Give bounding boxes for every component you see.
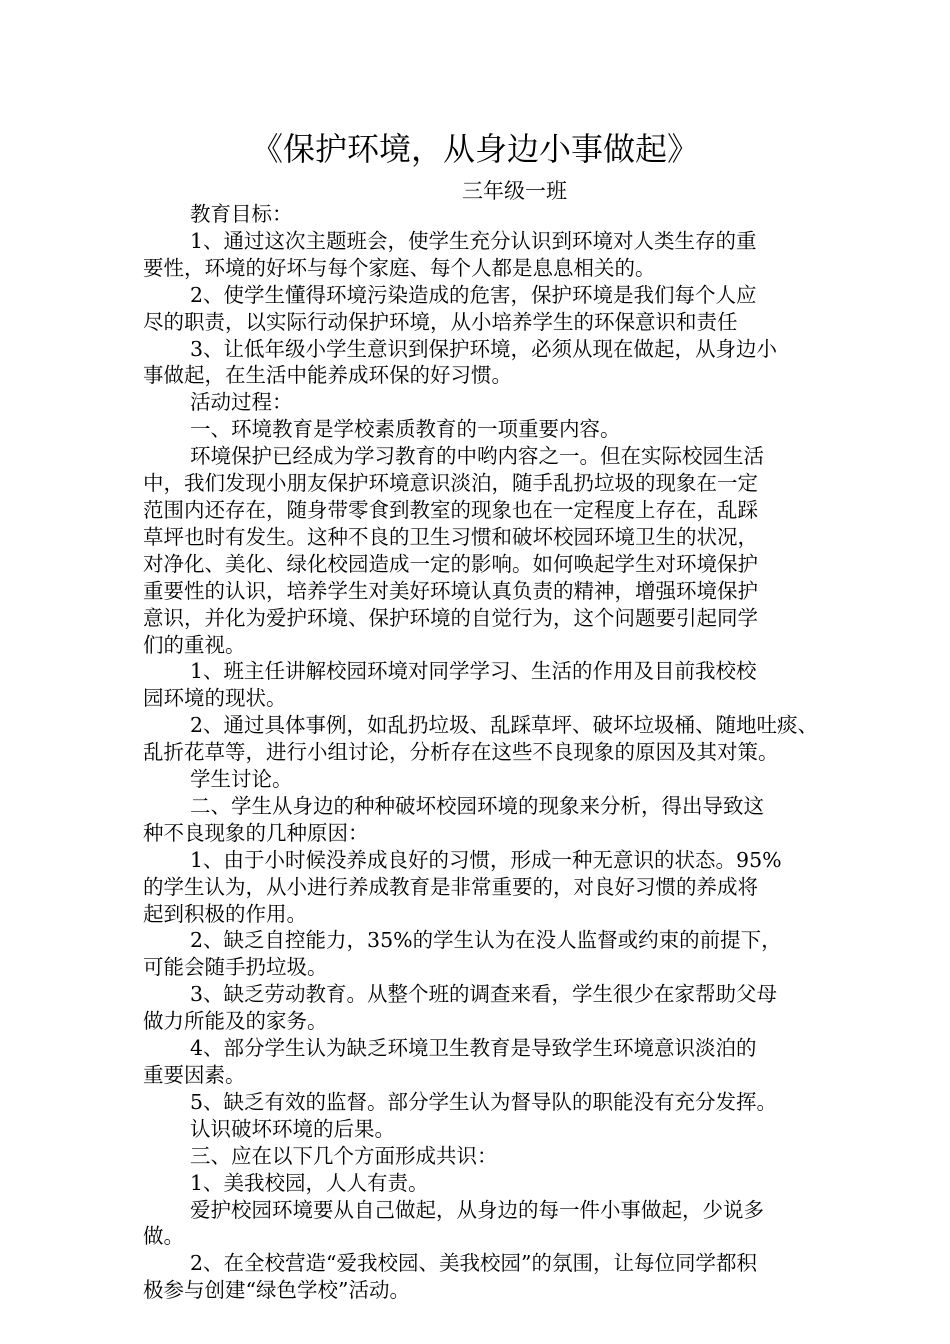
paragraph-line: 做。 — [143, 1224, 184, 1249]
paragraph-line: 起到积极的作用。 — [143, 901, 307, 926]
paragraph — [143, 282, 818, 336]
paragraph-line: 范围内还存在，随身带零食到教室的现象也在一定程度上存在，乱踩 — [143, 497, 758, 522]
paragraph-line: 5、缺乏有效的监督。部分学生认为督导队的职能没有充分发挥。 — [190, 1089, 778, 1114]
paragraph-line: 做力所能及的家务。 — [143, 1009, 328, 1034]
paragraph — [143, 658, 818, 712]
paragraph-line: 1、通过这次主题班会，使学生充分认识到环境对人类生存的重 — [190, 228, 757, 253]
paragraph — [143, 927, 818, 981]
paragraph-line: 极参与创建“绿色学校”活动。 — [143, 1278, 410, 1303]
paragraph — [143, 1143, 818, 1170]
paragraph-line: 活动过程： — [190, 390, 293, 415]
paragraph — [143, 1197, 818, 1251]
paragraph — [143, 1035, 818, 1089]
paragraph-line: 学生讨论。 — [190, 767, 293, 792]
paragraph — [143, 416, 818, 443]
paragraph-line: 爱护校园环境要从自己做起，从身边的每一件小事做起，少说多 — [190, 1197, 764, 1222]
paragraph-line: 事做起，在生活中能养成环保的好习惯。 — [143, 363, 512, 388]
paragraph-line: 尽的职责，以实际行动保护环境，从小培养学生的环保意识和责任 — [143, 309, 738, 334]
paragraph-line: 教育目标： — [190, 202, 293, 226]
paragraph-line: 乱折花草等，进行小组讨论，分析存在这些不良现象的原因及其对策。 — [143, 740, 779, 765]
paragraph-line: 们的重视。 — [143, 632, 246, 657]
paragraph — [143, 1116, 818, 1143]
document-title: 《保护环境，从身边小事做起》 — [250, 130, 699, 168]
paragraph — [143, 1089, 818, 1116]
paragraph-line: 三、应在以下几个方面形成共识： — [190, 1143, 498, 1168]
paragraph-line: 二、学生从身边的种种破坏校园环境的现象来分析，得出导致这 — [190, 793, 764, 818]
paragraph-line: 2、通过具体事例，如乱扔垃圾、乱踩草坪、破坏垃圾桶、随地吐痰、 — [190, 713, 819, 738]
paragraph-line: 草坪也时有发生。这种不良的卫生习惯和破坏校园环境卫生的状况， — [143, 524, 758, 549]
paragraph-line: 对净化、美化、绿化校园造成一定的影响。如何唤起学生对环境保护 — [143, 551, 758, 576]
paragraph-line: 3、让低年级小学生意识到保护环境，必须从现在做起，从身边小 — [190, 336, 778, 361]
class-name: 三年级一班 — [462, 179, 567, 203]
paragraph-line: 要性，环境的好坏与每个家庭、每个人都是息息相关的。 — [143, 255, 656, 280]
paragraph — [143, 981, 818, 1035]
paragraph — [143, 201, 818, 228]
paragraph-line: 环境保护已经成为学习教育的中哟内容之一。但在实际校园生活 — [190, 444, 764, 469]
paragraph-line: 2、缺乏自控能力，35%的学生认为在没人监督或约束的前提下， — [190, 928, 782, 953]
paragraph-line: 重要性的认识，培养学生对美好环境认真负责的精神，增强环境保护 — [143, 578, 758, 603]
document-body — [143, 201, 818, 1304]
paragraph-line: 的学生认为，从小进行养成教育是非常重要的，对良好习惯的养成将 — [143, 874, 758, 899]
paragraph-line: 园环境的现状。 — [143, 686, 287, 711]
paragraph-line: 1、班主任讲解校园环境对同学学习、生活的作用及目前我校校 — [190, 659, 757, 684]
paragraph-line: 重要因素。 — [143, 1063, 246, 1087]
paragraph-line: 一、环境教育是学校素质教育的一项重要内容。 — [190, 417, 621, 442]
paragraph-line: 2、使学生懂得环境污染造成的危害，保护环境是我们每个人应 — [190, 282, 757, 307]
paragraph — [143, 389, 818, 416]
paragraph-line: 认识破坏环境的后果。 — [190, 1116, 395, 1141]
paragraph-line: 种不良现象的几种原因： — [143, 820, 369, 845]
paragraph — [143, 1170, 818, 1197]
paragraph — [143, 793, 818, 847]
paragraph — [143, 1250, 818, 1304]
paragraph — [143, 336, 818, 390]
paragraph-line: 2、在全校营造“爱我校园、美我校园”的氛围，让每位同学都积 — [190, 1251, 758, 1276]
paragraph — [143, 443, 818, 658]
paragraph — [143, 228, 818, 282]
paragraph-line: 可能会随手扔垃圾。 — [143, 955, 328, 980]
paragraph — [143, 712, 818, 766]
paragraph-line: 4、部分学生认为缺乏环境卫生教育是导致学生环境意识淡泊的 — [190, 1036, 757, 1061]
paragraph-line: 1、由于小时候没养成良好的习惯，形成一种无意识的状态。95% — [190, 847, 782, 872]
paragraph-line: 意识，并化为爱护环境、保护环境的自觉行为，这个问题要引起同学 — [143, 605, 758, 630]
paragraph-line: 中，我们发现小朋友保护环境意识淡泊，随手乱扔垃圾的现象在一定 — [143, 471, 758, 496]
paragraph — [143, 766, 818, 793]
paragraph-line: 1、美我校园，人人有责。 — [190, 1170, 429, 1195]
paragraph — [143, 847, 818, 928]
paragraph-line: 3、缺乏劳动教育。从整个班的调查来看，学生很少在家帮助父母 — [190, 982, 778, 1007]
